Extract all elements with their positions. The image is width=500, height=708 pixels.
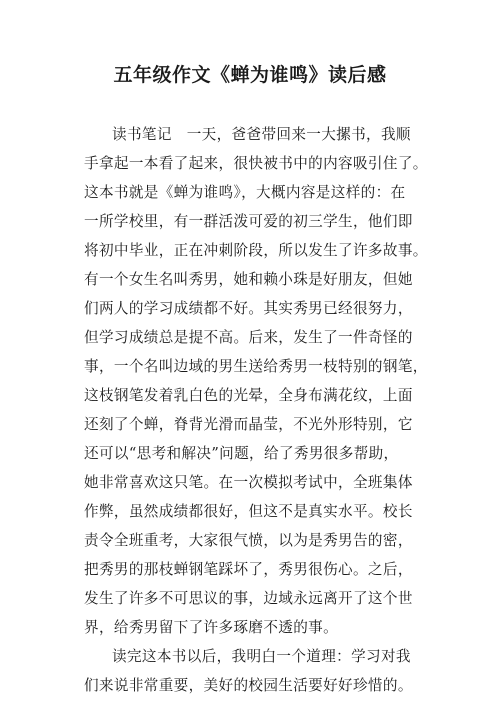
body-line: 还刻了个蝉，脊背光滑而晶莹，不光外形特别，它 xyxy=(84,416,413,433)
document-title: 五年级作文《蝉为谁鸣》读后感 xyxy=(113,64,387,86)
body-line: 把秀男的那枝蝉钢笔踩坏了，秀男很伤心。之后， xyxy=(84,561,413,578)
body-line: 责令全班重考，大家很气愤，以为是秀男告的密， xyxy=(84,532,413,549)
body-line: 事，一个名叫边域的男生送给秀男一枝特别的钢笔， xyxy=(84,358,428,375)
body-line: 一所学校里，有一群活泼可爱的初三学生，他们即 xyxy=(84,213,413,230)
body-line: 这枝钢笔发着乳白色的光晕，全身布满花纹，上面 xyxy=(84,387,413,404)
body-line: 界，给秀男留下了许多琢磨不透的事。 xyxy=(84,619,339,636)
document-body xyxy=(84,120,454,700)
body-line: 们来说非常重要，美好的校园生活要好好珍惜的。 xyxy=(84,677,413,694)
body-line: 还可以“思考和解决”问题，给了秀男很多帮助， xyxy=(84,445,399,462)
body-line: 但学习成绩总是提不高。后来，发生了一件奇怪的 xyxy=(84,329,413,346)
body-line: 这本书就是《蝉为谁鸣》，大概内容是这样的：在 xyxy=(84,184,406,201)
body-line: 作弊，虽然成绩都很好，但这不是真实水平。校长 xyxy=(84,503,413,520)
body-line: 发生了许多不可思议的事，边域永远离开了这个世 xyxy=(84,590,413,607)
body-line: 读书笔记 一天，爸爸带回来一大摞书，我顺 xyxy=(112,126,411,143)
body-line: 有一个女生名叫秀男，她和赖小珠是好朋友，但她 xyxy=(84,271,413,288)
body-line: 们两人的学习成绩都不好。其实秀男已经很努力， xyxy=(84,300,413,317)
body-line: 她非常喜欢这只笔。在一次模拟考试中，全班集体 xyxy=(84,474,413,491)
body-line: 读完这本书以后，我明白一个道理：学习对我 xyxy=(112,648,411,665)
body-line: 将初中毕业，正在冲刺阶段，所以发生了许多故事。 xyxy=(84,242,428,259)
body-line: 手拿起一本看了起来，很快被书中的内容吸引住了。 xyxy=(84,155,428,172)
